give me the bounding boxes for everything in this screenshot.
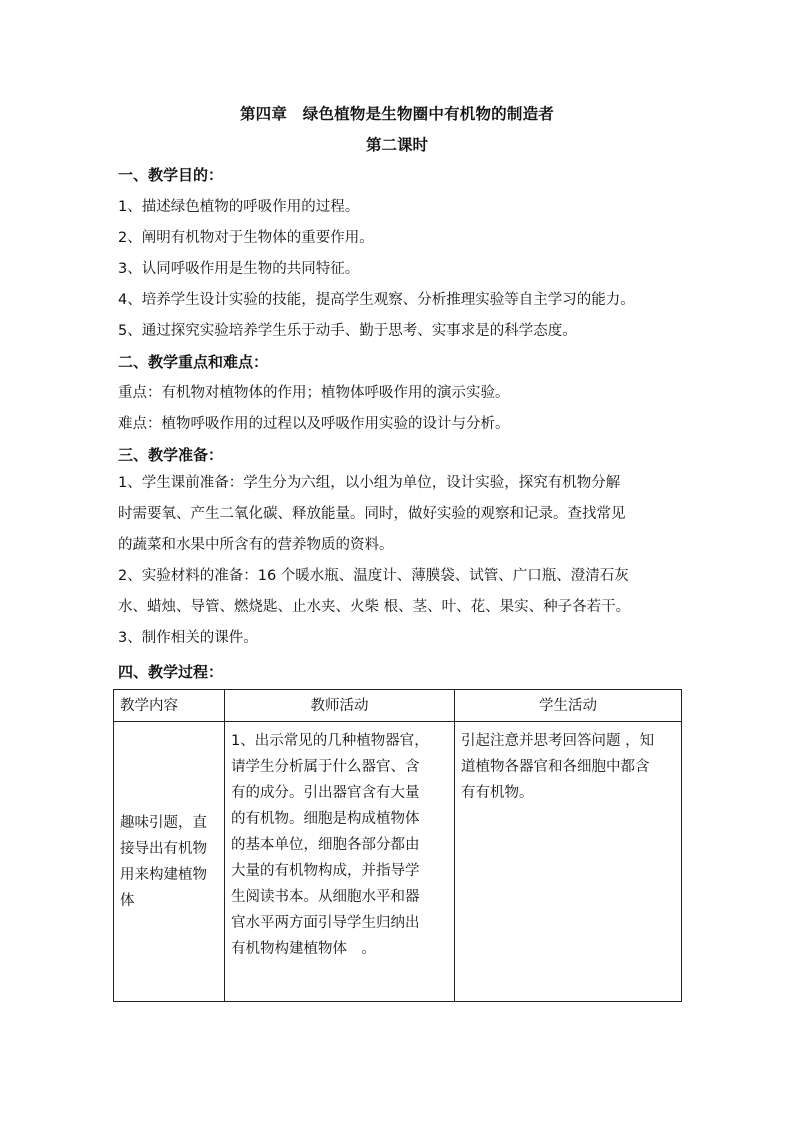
cell-text-line: 请学生分析属于什么器官、含 xyxy=(231,759,420,775)
table-row xyxy=(114,722,682,1002)
preparation-line: 3、制作相关的课件。 xyxy=(118,630,258,646)
table-header-row xyxy=(114,690,682,722)
cell-text-line: 引起注意并思考回答问题 ，知 xyxy=(461,733,655,749)
goal-item: 5、通过探究实验培养学生乐于动手、勤于思考、实事求是的科学态度。 xyxy=(118,323,577,339)
key-point-item: 难点：植物呼吸作用的过程以及呼吸作用实验的设计与分析。 xyxy=(118,416,510,432)
key-point-item: 重点：有机物对植物体的作用；植物体呼吸作用的演示实验。 xyxy=(118,385,510,401)
section-heading-preparation: 三、教学准备： xyxy=(118,446,224,464)
table-header-content: 教学内容 xyxy=(114,690,225,722)
preparation-line: 时需要氧、产生二氧化碳、释放能量。同时，做好实验的观察和记录。查找常见 xyxy=(118,506,626,522)
cell-text-line: 有有机物。 xyxy=(461,785,534,801)
goal-item: 1、描述绿色植物的呼吸作用的过程。 xyxy=(118,199,360,215)
document-subtitle: 第二课时 xyxy=(365,136,428,154)
cell-text-line: 有的成分。引出器官含有大量 xyxy=(231,785,420,801)
cell-text-line: 有机物构建植物体 。 xyxy=(231,941,376,957)
table-cell-student xyxy=(455,722,682,1002)
cell-text-line: 体 xyxy=(120,892,135,909)
section-heading-key-points: 二、教学重点和难点： xyxy=(118,353,269,371)
cell-text-line: 的有机物。细胞是构成植物体 xyxy=(231,811,420,827)
preparation-line: 的蔬菜和水果中所含有的营养物质的资料。 xyxy=(118,537,394,553)
section-heading-goals: 一、教学目的： xyxy=(118,166,224,184)
teaching-process-table xyxy=(113,689,681,1002)
preparation-line: 1、学生课前准备：学生分为六组，以小组为单位，设计实验，探究有机物分解 xyxy=(118,475,621,491)
goal-item: 3、认同呼吸作用是生物的共同特征。 xyxy=(118,261,360,277)
preparation-line: 水、蜡烛、导管、燃烧匙、止水夹、火柴 根、茎、叶、花、果实、种子各若干。 xyxy=(118,599,631,615)
cell-text-line: 1、出示常见的几种植物器官， xyxy=(231,733,429,749)
goal-item: 2、阐明有机物对于生物体的重要作用。 xyxy=(118,230,374,246)
table-header-teacher: 教师活动 xyxy=(225,690,455,722)
cell-text-line: 用来构建植物 xyxy=(120,866,207,883)
section-heading-process: 四、教学过程： xyxy=(118,663,224,681)
cell-text-line: 官水平两方面引导学生归纳出 xyxy=(231,915,420,931)
preparation-line: 2、实验材料的准备：16 个暖水瓶、温度计、薄膜袋、试管、广口瓶、澄清石灰 xyxy=(118,568,629,584)
cell-text-line: 趣味引题，直 xyxy=(120,814,207,831)
cell-text-line: 接导出有机物 xyxy=(120,840,207,857)
table-cell-content xyxy=(114,722,225,1002)
cell-text-line: 道植物各器官和各细胞中都含 xyxy=(461,759,650,775)
table-header-student: 学生活动 xyxy=(455,690,682,722)
cell-text-line: 生阅读书本。从细胞水平和器 xyxy=(231,889,420,905)
goal-item: 4、培养学生设计实验的技能，提高学生观察、分析推理实验等自主学习的能力。 xyxy=(118,292,635,308)
cell-text-line: 的基本单位，细胞各部分都由 xyxy=(231,837,420,853)
table-cell-teacher xyxy=(225,722,455,1002)
document-title: 第四章 绿色植物是生物圈中有机物的制造者 xyxy=(239,105,554,123)
cell-text-line: 大量的有机物构成，并指导学 xyxy=(231,863,420,879)
